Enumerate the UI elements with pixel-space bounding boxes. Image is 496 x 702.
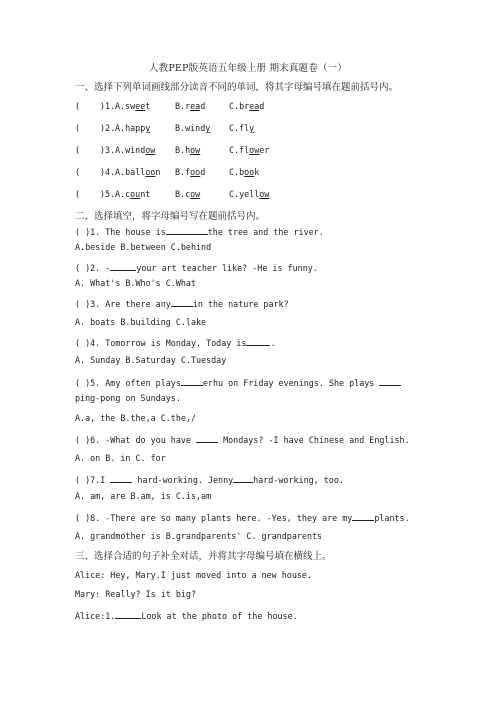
page-title: 人教PEP版英语五年级上册 期末真题卷（一）: [148, 63, 348, 74]
option-b: B.how: [175, 145, 201, 155]
question-number: )1.: [100, 101, 116, 111]
stem-text: .: [270, 338, 276, 348]
stem-text: hard-working, too.: [253, 475, 344, 485]
stem-text: ( )1. The house is: [75, 227, 166, 237]
section2-q4-options: A. Sunday B.Saturday C.Tuesday: [75, 355, 227, 365]
answer-paren[interactable]: (: [75, 101, 81, 111]
stem-text: Mondays? -I have Chinese and English.: [223, 435, 410, 445]
option-c: C.fly: [229, 123, 255, 133]
question-number: )4.: [100, 167, 116, 177]
fill-blank[interactable]: [181, 376, 203, 386]
option-b: B.food: [175, 167, 206, 177]
option-c: C.bread: [229, 101, 265, 111]
option-a: A.sweet: [115, 101, 151, 111]
stem-text: ( )5. Amy often plays: [75, 378, 181, 388]
answer-paren[interactable]: (: [75, 167, 81, 177]
section2-q4-stem: [75, 336, 275, 348]
stem-text: Look at the photo of the house.: [141, 611, 298, 621]
question-number: )5.: [100, 189, 116, 199]
fill-blank[interactable]: [110, 473, 132, 483]
question-number: )3.: [100, 145, 116, 155]
option-b: B.read: [175, 101, 206, 111]
section1-question-2: [75, 123, 475, 133]
option-a: A.happy: [115, 123, 151, 133]
section2-q1-options: A.beside B.between C.behind: [75, 242, 212, 252]
fill-blank[interactable]: [110, 261, 136, 271]
fill-blank[interactable]: [115, 609, 141, 619]
section2-q8-options: A. grandmother is B.grandparents' C. grandparents: [75, 531, 323, 541]
section2-q2-options: A. What's B.Who's C.What: [75, 278, 197, 288]
option-c: C.book: [229, 167, 260, 177]
stem-text: in the nature park?: [192, 299, 289, 309]
stem-text: ( )2. -: [75, 263, 111, 273]
fill-blank[interactable]: [166, 225, 208, 235]
fill-blank[interactable]: [196, 433, 218, 443]
section2-q5-stem-cont: ping-pong on Sundays.: [75, 393, 181, 403]
dialog-line-1: Alice: Hey, Mary.I just moved into a new house.: [75, 570, 312, 580]
option-a: A.balloon: [115, 167, 161, 177]
section1-question-5: [75, 189, 475, 199]
fill-blank[interactable]: [352, 511, 374, 521]
stem-text: ( )3. Are there any: [75, 299, 171, 309]
answer-paren[interactable]: (: [75, 145, 81, 155]
section1-heading: 一、选择下列单词画线部分读音不同的单词，将其字母编号填在题前括号内。: [75, 82, 399, 93]
section2-q5-options: A.a, the B.the,a C.the,/: [75, 413, 197, 423]
section1-question-3: [75, 145, 475, 155]
fill-blank[interactable]: [171, 297, 193, 307]
option-c: C.flower: [229, 145, 270, 155]
section2-q7-stem: [75, 473, 344, 485]
stem-text: erhu on Friday evenings. She plays: [202, 378, 375, 388]
stem-text: the tree and the river.: [207, 227, 324, 237]
answer-paren[interactable]: (: [75, 123, 81, 133]
answer-paren[interactable]: (: [75, 189, 81, 199]
section2-heading: 二、选择填空，将字母编号写在题前括号内。: [75, 211, 266, 222]
stem-text: Alice:1.: [75, 611, 116, 621]
option-b: B.windy: [175, 123, 211, 133]
stem-text: ( )8. -There are so many plants here. -Yes, they are my: [75, 513, 353, 523]
section3-heading: 三、选择合适的句子补全对话，并将其字母编号填在横线上。: [75, 551, 332, 562]
section2-q8-stem: [75, 511, 410, 523]
stem-text: hard-working. Jenny: [137, 475, 234, 485]
section2-q7-options: A. am, are B.am, is C.is,am: [75, 491, 212, 501]
fill-blank[interactable]: [233, 473, 253, 483]
question-number: )2.: [100, 123, 116, 133]
option-a: A.count: [115, 189, 151, 199]
section2-q5-stem: [75, 376, 401, 388]
section2-q1-stem: [75, 225, 324, 237]
stem-text: your art teacher like? -He is funny.: [136, 263, 318, 273]
option-b: B.cow: [175, 189, 201, 199]
dialog-line-3: [75, 609, 298, 621]
stem-text: ( )6. -What do you have: [75, 435, 191, 445]
section2-q2-stem: [75, 261, 318, 273]
dialog-line-2: Mary: Really? Is it big?: [75, 589, 197, 599]
option-a: A.window: [115, 145, 156, 155]
fill-blank[interactable]: [379, 376, 401, 386]
stem-text: ( )4. Tomorrow is Monday. Today is: [75, 338, 247, 348]
fill-blank[interactable]: [246, 336, 270, 346]
section2-q6-options: A. on B. in C. for: [75, 453, 166, 463]
stem-text: ( )7.I: [75, 475, 106, 485]
section2-q3-stem: [75, 297, 289, 309]
section1-question-1: [75, 101, 475, 111]
section2-q3-options: A. boats B.building C.lake: [75, 317, 207, 327]
section2-q6-stem: [75, 433, 410, 445]
stem-text: plants.: [374, 513, 410, 523]
section1-question-4: [75, 167, 475, 177]
option-c: C.yellow: [229, 189, 270, 199]
